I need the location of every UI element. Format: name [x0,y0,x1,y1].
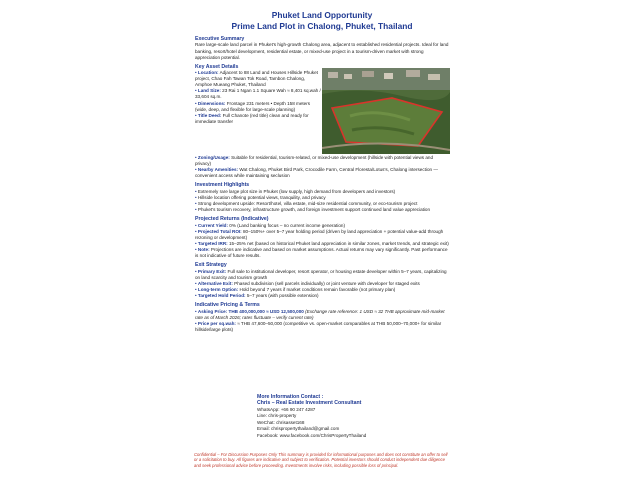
key-asset-details-heading: Key Asset Details [195,63,239,70]
contact-name: Chris – Real Estate Investment Consultant [257,400,362,407]
document-body [195,10,449,333]
contact-block [257,394,427,439]
list-item: • Targeted IRR: 15–25% net (based on historical Phuket land appreciation in similar zones, market trends, and strategic exit) [195,241,449,247]
key-asset-land-size: • Land Size: 23 Rai 1 Ngan 1.1 Square Wah ≈ 8,401 sq.wah / 33,604 sq.m. [195,88,323,100]
list-item: • Targeted Hold Period: 5–7 years (with possible extension) [195,293,449,299]
projected-returns-heading: Projected Returns (Indicative) [195,216,269,223]
exit-strategy-heading: Exit Strategy [195,262,227,269]
key-asset-title-deed: • Title Deed: Full Chanote (red title) clean and ready for immediate transfer [195,113,323,125]
contact-line: Line: chris-property [257,413,297,419]
list-item: • Phuket's tourism recovery, infrastructure growth, and foreign investment support continued land value appreciation [195,207,449,213]
list-item: • Current Yield: 0% (Land banking focus – no current income generation) [195,223,449,229]
list-item: • Projected Total ROI: 80–150%+ over 5–7 year holding period (driven by land appreciation + potential value-add through rezoning or development) [195,229,449,241]
key-asset-zoning: • Zoning/Usage: Suitable for residential, tourism-related, or mixed-use development (hillside with potential views and privacy) [195,155,449,167]
contact-heading: More Information Contact : [257,394,324,400]
projected-returns-list [195,223,449,260]
pricing-list [195,309,449,333]
key-asset-location: • Location: Adjacent to 88 Land and Houses Hillside Phuket project, Chao Fah Tawan Tok Road, Tambon Chalong, Amphoe Mueang Phuket, Thailand [195,70,323,88]
list-item: • Strong development upside: Resort/hotel, villa estate, mid-size residential community, or eco-tourism project [195,201,449,207]
key-asset-amenities: • Nearby Amenities: Wat Chalong, Phuket Bird Park, Crocodile Farm, Central Floresta/Lotus's, Chalong intersection — convenient access while maintaining seclusion [195,167,449,179]
key-asset-list [195,70,323,125]
list-item: • Extremely rare large plot size in Phuket (low supply, high demand from developers and investors) [195,189,449,195]
price-per-sqwah: • Price per sq.wah: ≈ THB 47,600–50,000 (competitive vs. open-market comparables at THB 50,000–70,000+ for similar hillside/large plots) [195,321,449,333]
disclaimer: Confidential – For Discussion Purposes Only This summary is provided for informational purposes and does not constitute an offer to sell or a solicitation to buy. All figures are indicative and subject to verification. Potential investors should conduct independent due diligence and seek professional advice before proceeding. Investments involve risks, including possible loss of principal. [194,452,448,468]
page-title: Phuket Land Opportunity [271,10,373,20]
list-item: • Long-term Option: Hold beyond 7 years if market conditions remain favorable (not primary plan) [195,287,449,293]
investment-highlights-list [195,189,449,213]
contact-whatsapp: WhatsApp: +66 90 247 4287 [257,406,316,412]
contact-wechat: WeChat: chrisasset168 [257,419,305,425]
asking-price: • Asking Price: THB 400,000,000 ≈ USD 12,500,000 (Exchange rate reference: 1 USD ≈ 32 THB approximate mid-market rate as of March 2026; rates fluctuate – verify current rate) [195,309,449,321]
contact-email[interactable]: Email: chrispropertythailand@gmail.com [257,426,340,432]
pricing-heading: Indicative Pricing & Terms [195,302,260,309]
aerial-land-photo [322,68,450,154]
executive-summary-text: Rare large-scale land parcel in Phuket's high-growth Chalong area, adjacent to established residential projects. Ideal for land banking, resort/hotel development, residential estate, or mixed-use project in a tourism-driven market with strong appreciation potential. [195,42,449,60]
list-item: • Hillside location offering potential views, tranquility, and privacy [195,195,449,201]
key-asset-dimensions: • Dimensions: Frontage 231 meters • Depth 158 meters (wide, deep, and flexible for large-scale planning) [195,101,323,113]
list-item: • Primary Exit: Full sale to institutional developer, resort operator, or housing estate developer within 5–7 years, capitalizing on land scarcity and tourism growth [195,269,449,281]
list-item: • Alternative Exit: Phased subdivision (sell parcels individually) or joint venture with developer for staged exits [195,281,449,287]
exit-strategy-list [195,269,449,299]
key-asset-row [195,70,449,155]
executive-summary-heading: Executive Summary [195,36,245,42]
page-subtitle: Prime Land Plot in Chalong, Phuket, Thailand [231,21,413,31]
contact-facebook[interactable]: Facebook: www.facebook.com/ChrisPropertyThailand [257,432,367,438]
investment-highlights-heading: Investment Highlights [195,182,250,189]
list-item: • Note: Projections are indicative and based on market assumptions. Actual returns may vary significantly. Past performance is not indicative of future results. [195,247,449,259]
key-asset-wide-list [195,155,449,179]
